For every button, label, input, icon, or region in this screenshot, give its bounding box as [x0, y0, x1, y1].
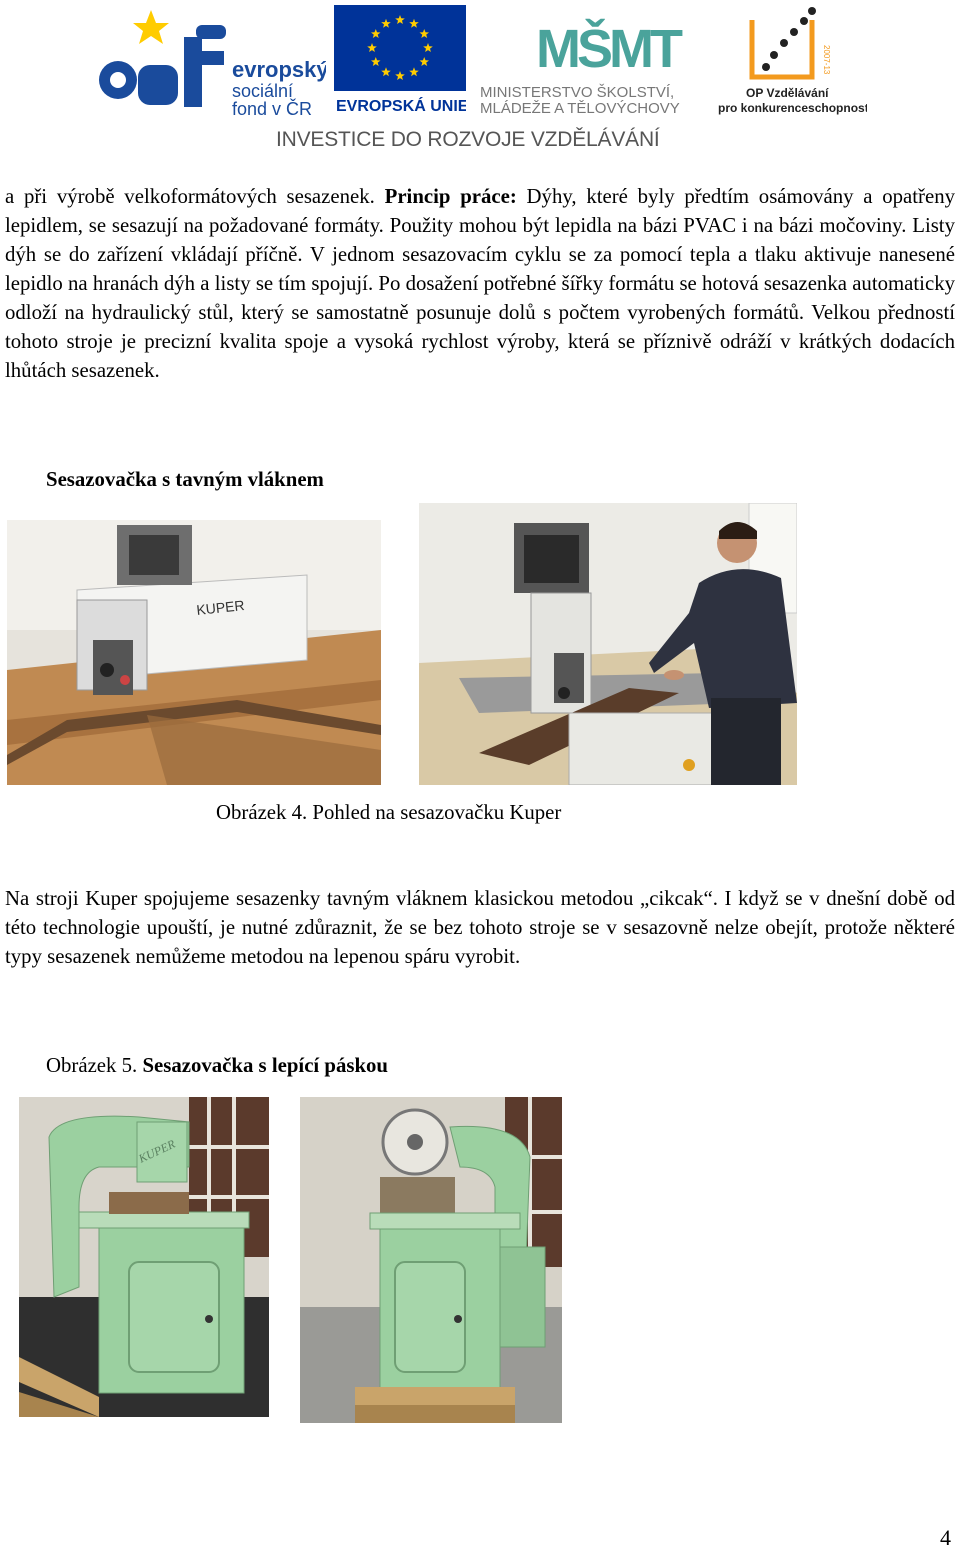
kuper-label-1: KUPER	[195, 597, 246, 618]
tape-machine-label-1: KUPER	[136, 1136, 178, 1166]
para1-text-c: Dýhy, které byly předtím osámovány a opatřeny lepidlem, se sesazují na požadované formáty. Použity mohou být lepidla na bázi PVAC i na bázi močoviny. Listy dýh se do zařízení vkládají příčně. V jednom sesazovacím cyklu se za pomocí tepla a tlaku aktivuje nanesené lepidlo na hranách dýh a listy se tím spojují. Po dosažení potřebné šířky formátu se hotová sesazenka automaticky odloží na hydraulický stůl, který se samostatně posunuje dolů s počtem vyrobených formátů. Velkou předností tohoto stroje je precizní kvalita spoje a vysoká rychlost výroby, která se příznivě odráží v krátkých dodacích lhůtách sesazenek.	[5, 185, 955, 382]
op-vzdelavani-logo	[712, 5, 867, 115]
esf-text-3: fond v ČR	[232, 99, 313, 115]
para1-bold-principle: Princip práce:	[384, 185, 517, 208]
msmt-logo	[478, 5, 708, 115]
figure-5-prefix: Obrázek 5.	[46, 1054, 143, 1077]
header-tagline: INVESTICE DO ROZVOJE VZDĚLÁVÁNÍ	[276, 128, 660, 151]
page-number: 4	[940, 1525, 951, 1550]
eu-flag-logo	[334, 5, 466, 115]
figure-4-caption: Obrázek 4. Pohled na sesazovačku Kuper	[216, 801, 562, 824]
msmt-mark: MŠMT	[536, 19, 679, 79]
eu-label: EVROPSKÁ UNIE	[336, 98, 466, 115]
figure-5-title: Sesazovačka s lepící páskou	[142, 1054, 388, 1077]
paragraph-kuper: Na stroji Kuper spojujeme sesazenky tavným vláknem klasickou metodou „cikcak“. I když se v dnešní době od této technologie upouští, je nutné zdůraznit, že se bez tohoto stroje se v sesazovně nelze obejít, protože některé typy sesazenek nemůžeme metodou na lepenou spáru vyrobit.	[5, 887, 955, 968]
esf-logo	[96, 5, 326, 115]
esf-text-1: evropský	[232, 57, 326, 82]
op-side-label: 2007-13	[822, 45, 831, 75]
op-line-1: OP Vzdělávání	[746, 86, 829, 100]
msmt-line-1: MINISTERSTVO ŠKOLSTVÍ,	[480, 84, 675, 101]
figure-5-caption	[46, 1054, 388, 1078]
page-header	[0, 0, 960, 165]
op-line-2: pro konkurenceschopnost	[718, 101, 867, 115]
paragraph-principle	[5, 182, 955, 385]
tape-machine-photo-front	[19, 1097, 269, 1417]
tape-machine-photo-angle	[300, 1097, 562, 1423]
para1-text-a: a při výrobě velkoformátových sesazenek.	[5, 185, 385, 208]
kuper-machine-photo	[7, 520, 381, 785]
esf-text-2: sociální	[232, 81, 294, 101]
kuper-operator-photo	[419, 503, 797, 785]
section-heading: Sesazovačka s tavným vláknem	[46, 468, 324, 491]
msmt-line-2: MLÁDEŽE A TĚLOVÝCHOVY	[480, 100, 680, 115]
